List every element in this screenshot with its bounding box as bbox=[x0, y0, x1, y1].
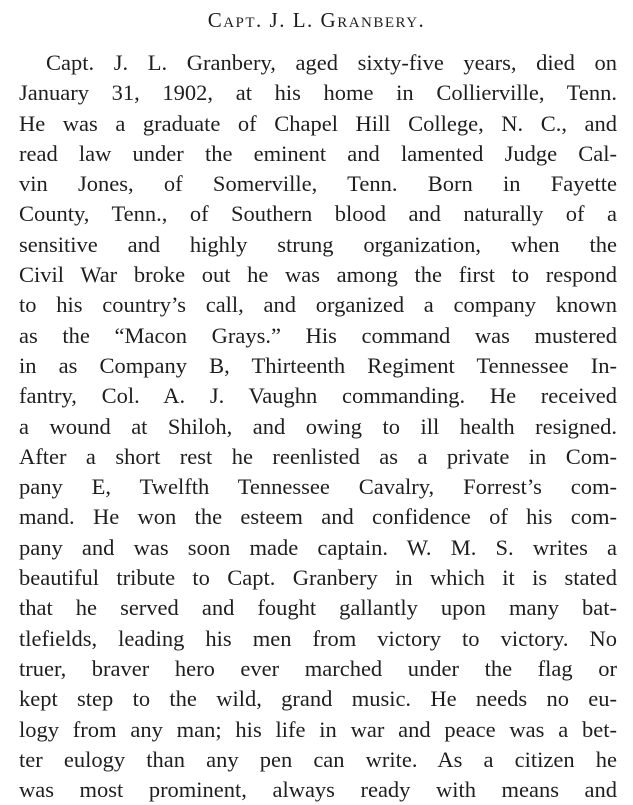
text-line: pany E, Twelfth Tennessee Cavalry, Forrest’s com- bbox=[19, 474, 617, 500]
text-line: as the “Macon Grays.” His command was mustered bbox=[19, 322, 617, 348]
text-line: to his country’s call, and organized a company known bbox=[19, 292, 617, 318]
text-line: fantry, Col. A. J. Vaughn commanding. He received bbox=[19, 383, 617, 409]
text-line: He was a graduate of Chapel Hill College, N. C., and bbox=[19, 110, 617, 136]
text-line: read law under the eminent and lamented Judge Cal- bbox=[19, 140, 617, 166]
text-line: kept step to the wild, grand music. He needs no eu- bbox=[19, 686, 617, 712]
text-line: January 31, 1902, at his home in Collierville, Tenn. bbox=[19, 80, 617, 106]
text-line: mand. He won the esteem and confidence of his com- bbox=[19, 504, 617, 530]
article-body bbox=[19, 48, 617, 805]
text-line: tlefields, leading his men from victory to victory. No bbox=[19, 625, 617, 651]
text-line: County, Tenn., of Southern blood and naturally of a bbox=[19, 201, 617, 227]
text-line: Civil War broke out he was among the first to respond bbox=[19, 262, 617, 288]
text-line: was most prominent, always ready with means and bbox=[19, 777, 617, 803]
text-line: a wound at Shiloh, and owing to ill health resigned. bbox=[19, 413, 617, 439]
text-line: that he served and fought gallantly upon many bat- bbox=[19, 595, 617, 621]
text-line: pany and was soon made captain. W. M. S. writes a bbox=[19, 534, 617, 560]
text-line: truer, braver hero ever marched under the flag or bbox=[19, 655, 617, 681]
text-line: logy from any man; his life in war and peace was a bet- bbox=[19, 716, 617, 742]
text-line: After a short rest he reenlisted as a private in Com- bbox=[19, 443, 617, 469]
text-line: in as Company B, Thirteenth Regiment Tennessee In- bbox=[19, 352, 617, 378]
article-title: Capt. J. L. Granbery. bbox=[207, 8, 426, 32]
text-line: sensitive and highly strung organization, when the bbox=[19, 231, 617, 257]
text-line: beautiful tribute to Capt. Granbery in which it is stated bbox=[19, 565, 617, 591]
text-line: Capt. J. L. Granbery, aged sixty-five years, died on bbox=[46, 50, 617, 75]
text-line: vin Jones, of Somerville, Tenn. Born in Fayette bbox=[19, 171, 617, 197]
text-line: ter eulogy than any pen can write. As a citizen he bbox=[19, 746, 617, 772]
